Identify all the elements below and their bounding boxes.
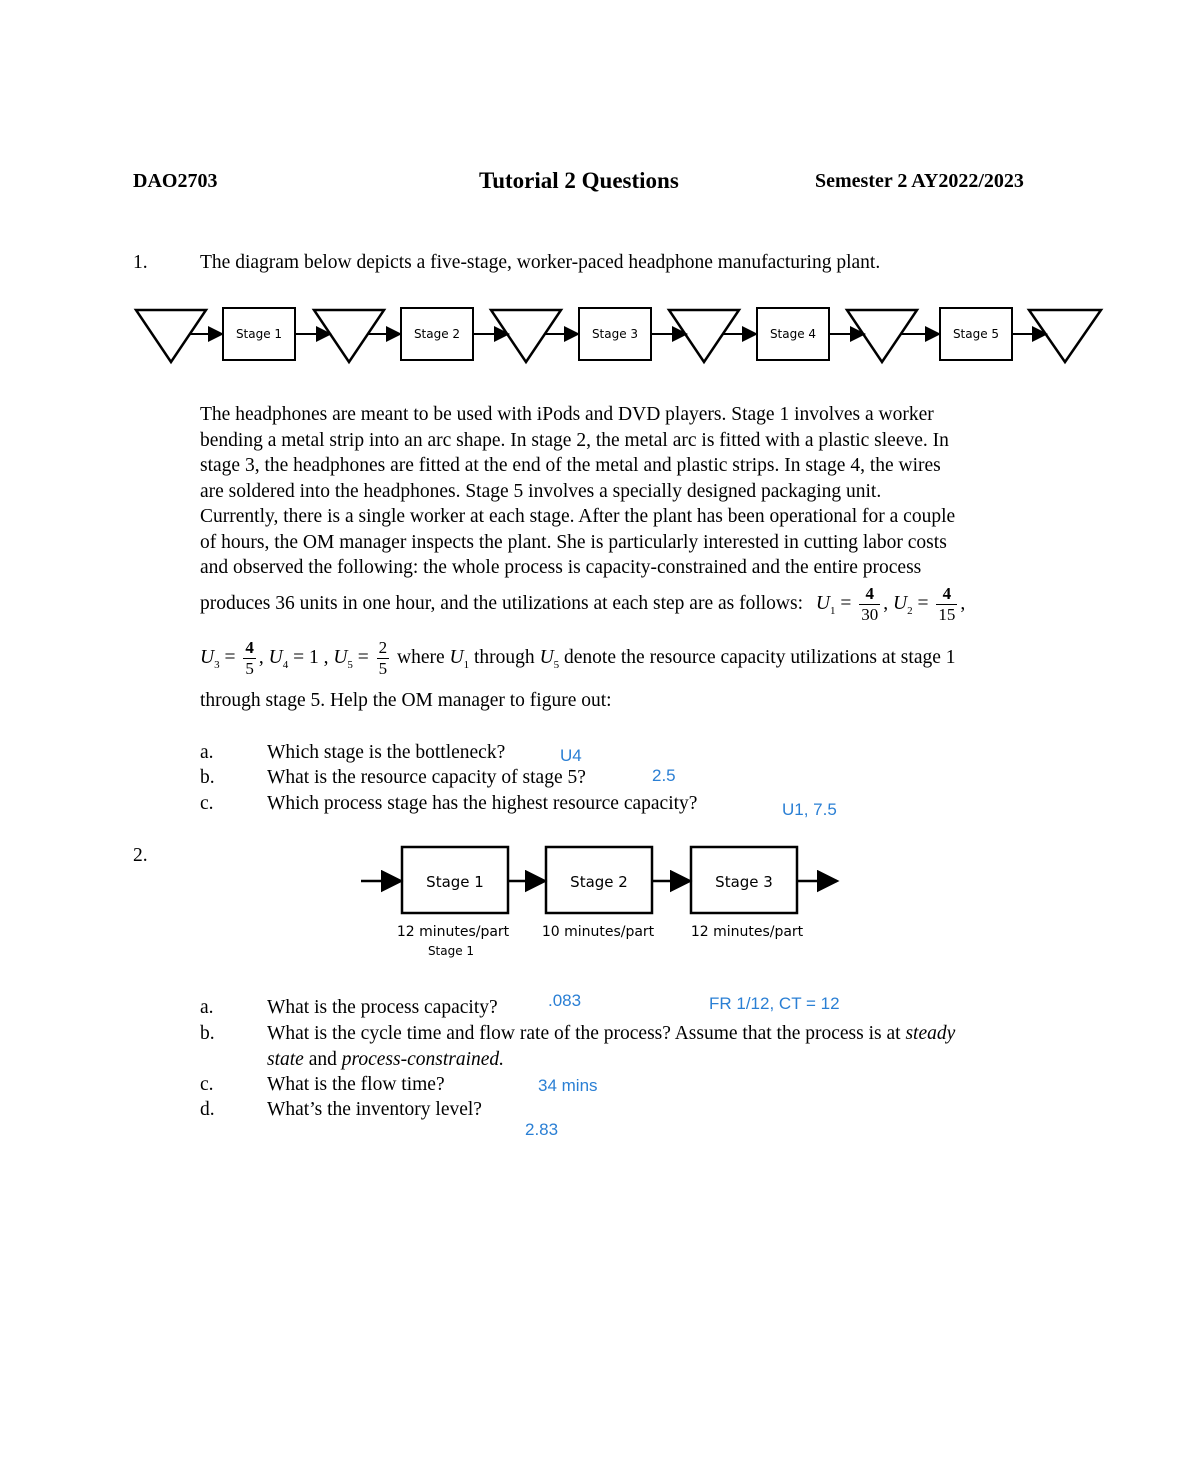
- q1-utilization-line-1: produces 36 units in one hour, and the utilizations at each step are as follows: $U_1$ = $\frac{4}{30}$ , $U_2$ = $\frac{4}{15}$ ,: [200, 584, 966, 624]
- q1-stage-label-1: Stage 1: [235, 327, 283, 341]
- where-u5-sub: 5: [553, 658, 560, 671]
- semester-label: Semester 2 AY2022/2023: [815, 170, 1024, 192]
- q2-item-c-letter: c.: [200, 1074, 214, 1095]
- q2-answer-d: 2.83: [525, 1120, 559, 1139]
- u1-numerator: 4: [859, 584, 880, 605]
- q1-body-line: and observed the following: the whole process is capacity-constrained and the entire process: [200, 557, 922, 578]
- inventory-triangle-2: [314, 310, 384, 362]
- q2-stage-label-3: Stage 3: [715, 873, 773, 891]
- q1-body-line: stage 3, the headphones are fitted at the end of the metal and plastic strips. In stage 4, the wires: [200, 455, 941, 476]
- q2-stage-label-2: Stage 2: [570, 873, 628, 891]
- inventory-triangle-1: [136, 310, 206, 362]
- u2-var: U: [893, 592, 908, 614]
- q1-intro: The diagram below depicts a five-stage, worker-paced headphone manufacturing plant.: [200, 252, 881, 273]
- u2-sub: 2: [907, 604, 913, 617]
- q1-item-a-letter: a.: [200, 742, 214, 763]
- q2-time-1: 12 minutes/part: [396, 924, 510, 940]
- q1-answer-b: 2.5: [652, 766, 676, 785]
- where-u5-var: U: [539, 646, 554, 668]
- q2-time-2: 10 minutes/part: [541, 924, 655, 940]
- u5-fraction: [377, 638, 390, 679]
- u1-fraction: [859, 584, 880, 625]
- u3-denominator: 5: [245, 659, 254, 678]
- q1-stage-label-3: Stage 3: [591, 327, 639, 341]
- q2-item-b-italic-state: state: [267, 1048, 304, 1070]
- q1-item-c-letter: c.: [200, 793, 214, 814]
- u4-sub: 4: [282, 658, 289, 671]
- inventory-triangle-5: [847, 310, 917, 362]
- q1-utilization-line-2: $U_3$ = $\frac{4}{5}$ , $U_4 = 1$ , $U_5$ = $\frac{2}{5}$ where $U_1$ through $U_5$ denote the resource capacity utilizations at stage 1: [200, 638, 956, 678]
- q2-item-a-text: What is the process capacity?: [267, 997, 498, 1018]
- u1-denominator: 30: [861, 605, 879, 624]
- inventory-triangle-4: [669, 310, 739, 362]
- q1-item-b-text: What is the resource capacity of stage 5?: [267, 767, 586, 788]
- u3-var: U: [200, 646, 215, 668]
- u4-var: U: [268, 646, 283, 668]
- where-u1-sub: 1: [463, 658, 470, 671]
- q1-last-line: through stage 5. Help the OM manager to figure out:: [200, 690, 612, 711]
- q1-stage-label-4: Stage 4: [769, 327, 817, 341]
- u5-numerator: 2: [378, 638, 388, 657]
- q2-item-b-letter: b.: [200, 1023, 215, 1044]
- where-rest-text: denote the resource capacity utilizations at stage 1: [564, 646, 956, 668]
- course-code: DAO2703: [133, 170, 218, 192]
- u2-fraction: [936, 584, 957, 625]
- q2-answer-a: .083: [548, 991, 582, 1010]
- u3-sub: 3: [214, 658, 220, 671]
- page-title: Tutorial 2 Questions: [479, 168, 679, 193]
- q2-item-b-and: and: [308, 1048, 337, 1070]
- q1-produces-text: produces 36 units in one hour, and the utilizations at each step are as follows:: [200, 592, 804, 614]
- q2-stage-label-1: Stage 1: [426, 873, 484, 891]
- q2-sub-label: Stage 1: [427, 944, 475, 958]
- u5-sub: 5: [347, 658, 353, 671]
- q1-answer-c: U1, 7.5: [782, 800, 837, 819]
- q2-item-d-text: What’s the inventory level?: [267, 1099, 482, 1120]
- q1-body: [200, 402, 1080, 581]
- q1-body-line: bending a metal strip into an arc shape. In stage 2, the metal arc is fitted with a plastic sleeve. In: [200, 429, 949, 451]
- u2-denominator: 15: [938, 605, 956, 624]
- q2-number: 2.: [133, 845, 148, 866]
- u4-value: 1: [308, 646, 319, 668]
- q2-time-3: 12 minutes/part: [690, 924, 804, 940]
- q1-answer-a: U4: [560, 746, 582, 765]
- q2-item-b-text: [267, 1021, 1067, 1072]
- through-text: through: [474, 646, 535, 668]
- q2-process-diagram: [355, 840, 855, 970]
- q2-answer-b: FR 1/12, CT = 12: [709, 994, 840, 1013]
- q1-item-c-text: Which process stage has the highest resource capacity?: [267, 793, 698, 814]
- q2-answer-c: 34 mins: [538, 1076, 598, 1095]
- q1-item-a-text: Which stage is the bottleneck?: [267, 742, 506, 763]
- q1-number: 1.: [133, 252, 148, 273]
- u2-numerator: 4: [936, 584, 957, 605]
- q2-item-b-italic-steady: steady: [905, 1023, 956, 1044]
- q1-stage-label-2: Stage 2: [413, 327, 461, 341]
- u5-denominator: 5: [378, 659, 388, 678]
- q1-item-b-letter: b.: [200, 767, 215, 788]
- where-text: where: [397, 646, 445, 668]
- u1-sub: 1: [830, 604, 836, 617]
- q1-stage-label-5: Stage 5: [952, 327, 1000, 341]
- inventory-triangle-3: [491, 310, 561, 362]
- q1-process-diagram: [130, 300, 1110, 370]
- q2-item-b-italic-process: process-constrained.: [341, 1048, 505, 1070]
- where-u1-var: U: [449, 646, 464, 668]
- inventory-triangle-6: [1029, 310, 1101, 362]
- u1-var: U: [815, 592, 830, 614]
- q2-item-b-plain: What is the cycle time and flow rate of the process? Assume that the process is at: [267, 1023, 901, 1044]
- q2-item-a-letter: a.: [200, 997, 214, 1018]
- u3-numerator: 4: [245, 638, 254, 657]
- q1-body-line: The headphones are meant to be used with iPods and DVD players. Stage 1 involves a worker: [200, 404, 934, 425]
- u5-var: U: [333, 646, 348, 668]
- q1-body-line: Currently, there is a single worker at each stage. After the plant has been operational for a couple: [200, 506, 956, 527]
- q2-item-c-text: What is the flow time?: [267, 1074, 445, 1095]
- q1-body-line: are soldered into the headphones. Stage 5 involves a specially designed packaging unit.: [200, 480, 882, 502]
- u3-fraction: [243, 638, 256, 679]
- q1-body-line: of hours, the OM manager inspects the plant. She is particularly interested in cutting labor costs: [200, 531, 947, 553]
- q2-item-d-letter: d.: [200, 1099, 215, 1120]
